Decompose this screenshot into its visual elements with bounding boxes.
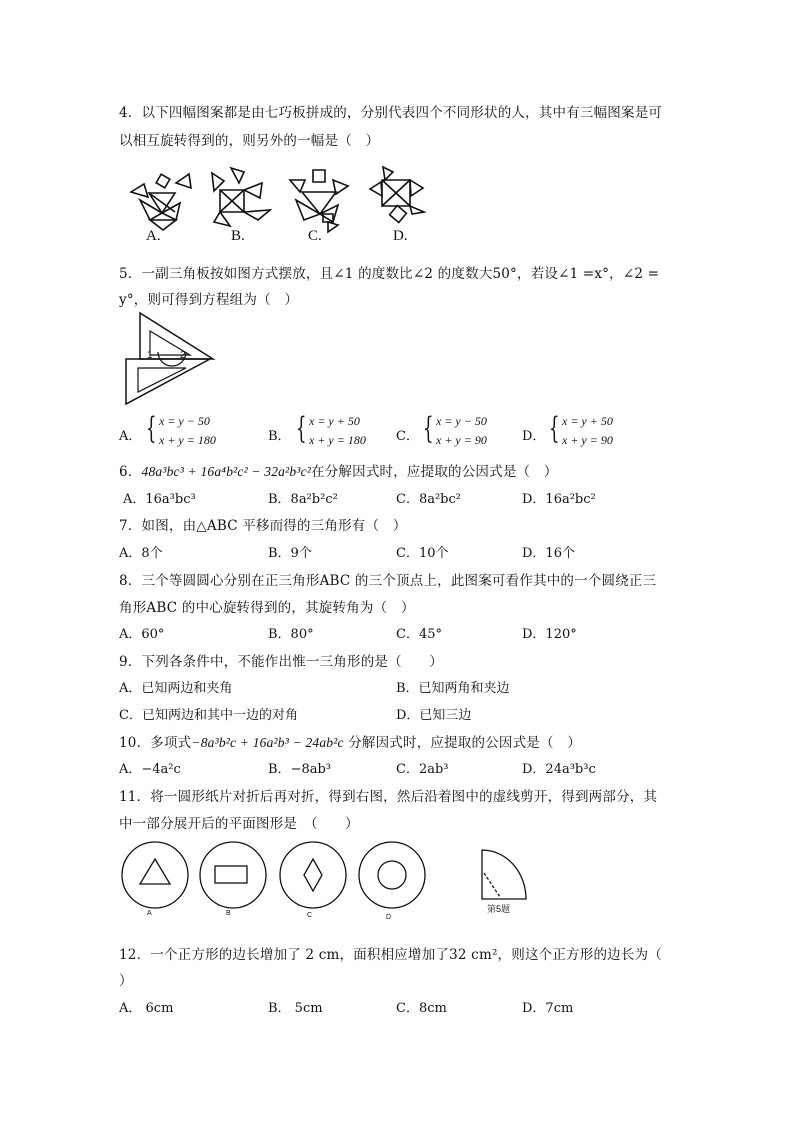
q8-option-b: B．80° (268, 627, 314, 642)
q12-option-a: A． 6cm (119, 1001, 174, 1016)
q5-option-b-system (309, 412, 366, 450)
q4-stem-line2: 以相互旋转得到的，则另外的一幅是（ ） (119, 133, 380, 149)
q5-option-c-letter: C． (396, 429, 419, 444)
q12-stem-line1: 12．一个正方形的边长增加了 2 cm，面积相应增加了32 cm²，则这个正方形的边长为（ (119, 947, 662, 963)
q10-option-c: C．2ab³ (396, 762, 449, 777)
q11-figure-d (359, 842, 425, 908)
q10-stem-suffix: 分解因式时，应提取的公因式是（ ） (348, 735, 582, 751)
q7-option-b: B．9个 (268, 546, 312, 561)
q7-stem: 7．如图，由△ABC 平移而得的三角形有（ ） (119, 518, 407, 534)
q4-stem-line1: 4．以下四幅图案都是由七巧板拼成的，分别代表四个不同形状的人，其中有三幅图案是可 (119, 105, 663, 121)
q6-option-a: A．16a³bc³ (123, 492, 196, 507)
q4-figure-b (212, 168, 270, 226)
q7-option-a: A．8个 (119, 546, 163, 561)
q5-option-c-system (436, 412, 487, 450)
q10-option-a: A．−4a²c (119, 762, 181, 777)
q11-label-b: B (226, 910, 231, 917)
q9-stem: 9．下列各条件中，不能作出惟一三角形的是（ ） (119, 654, 443, 670)
q5-option-b-letter: B． (268, 429, 291, 444)
q8-option-c: C．45° (396, 627, 442, 642)
q4-label-d: D. (393, 228, 408, 244)
q11-label-d: D (386, 914, 392, 921)
q6-option-d: D．16a²bc² (522, 492, 596, 507)
q5-stem-line1: 5．一副三角板按如图方式摆放，且∠1 的度数比∠2 的度数大50°，若设∠1 =x°，∠2 = (119, 266, 660, 282)
q5-option-a-letter: A． (119, 429, 142, 444)
q12-option-c: C．8cm (396, 1001, 447, 1016)
q11-folded-paper (482, 850, 526, 899)
q4-label-a: A. (146, 228, 161, 244)
q11-figure-c (280, 842, 346, 908)
q11-stem-line1: 11．将一圆形纸片对折后再对折，得到右图，然后沿着图中的虚线剪开，得到两部分，其 (119, 789, 658, 805)
q4-figure-a (131, 174, 191, 230)
q7-option-c: C．10个 (396, 546, 449, 561)
q5-option-d-eq2: x + y = 90 (562, 433, 613, 447)
q6-stem: 6．48a³bc³ + 16a⁴b²c² − 32a²b³c²在分解因式时，应提取的公因式是（ ） (119, 464, 558, 480)
q10-stem (119, 731, 581, 751)
q5-option-b-brace: { (296, 411, 307, 446)
q9-option-d: D．已知三边 (396, 708, 472, 723)
q8-option-d: D．120° (522, 627, 577, 642)
q8-stem-line2: 角形ABC 的中心旋转得到的，其旋转角为（ ） (119, 600, 415, 616)
q5-option-a-system (159, 412, 216, 450)
q6-polynomial: 48a³bc³ + 16a⁴b²c² − 32a²b³c² (141, 464, 312, 479)
q5-stem-line2: y°，则可得到方程组为（ ） (119, 292, 299, 308)
q4-figure-c (290, 170, 348, 232)
q11-stem-line2: 中一部分展开后的平面图形是 （ ） (119, 816, 359, 832)
q5-option-d-eq1: x = y + 50 (562, 414, 613, 428)
q5-option-c-brace: { (423, 411, 434, 446)
q5-angle1-label: 1 (147, 350, 153, 361)
q10-stem-prefix: 10．多项式 (119, 735, 192, 751)
q10-option-d: D．24a³b³c (522, 762, 596, 777)
q5-option-a-eq1: x = y − 50 (159, 414, 210, 428)
q9-option-b: B．已知两角和夹边 (396, 681, 510, 696)
q6-option-c: C．8a²bc² (396, 492, 461, 507)
q5-option-a-brace: { (146, 411, 157, 446)
q4-label-c: C. (308, 228, 322, 244)
q8-option-a: A．60° (119, 627, 165, 642)
q12-option-d: D．7cm (522, 1001, 574, 1016)
q5-option-b-eq2: x + y = 180 (309, 433, 366, 447)
q8-stem-line1: 8．三个等圆圆心分别在正三角形ABC 的三个顶点上，此图案可看作其中的一个圆绕正三 (119, 573, 657, 589)
q10-polynomial: −8a³b²c + 16a²b³ − 24ab²c (191, 735, 344, 750)
q5-option-d-system (562, 412, 613, 450)
q9-option-a: A．已知两边和夹角 (119, 681, 233, 696)
q11-label-a: A (147, 910, 152, 917)
q5-option-d-brace: { (549, 411, 560, 446)
q5-option-c-eq2: x + y = 90 (436, 433, 487, 447)
q12-option-b: B． 5cm (268, 1001, 323, 1016)
q5-option-d-letter: D． (522, 429, 546, 444)
q5-angle2-label: 2 (180, 350, 186, 361)
q9-option-c: C．已知两边和其中一边的对角 (119, 708, 298, 723)
q6-stem-text: 在分解因式时，应提取的公因式是（ ） (311, 464, 558, 480)
q11-figure-a (122, 842, 188, 908)
q11-figure-b (200, 842, 266, 908)
q5-option-a-eq2: x + y = 180 (159, 433, 216, 447)
q6-option-b: B．8a²b²c² (268, 492, 338, 507)
q4-label-b: B. (231, 228, 245, 244)
q5-option-c-eq1: x = y − 50 (436, 414, 487, 428)
q11-label-c: C (307, 912, 313, 919)
q12-stem-line2: ） (119, 973, 133, 989)
q4-figure-d (370, 167, 424, 222)
q11-figure-caption: 第5题 (487, 904, 511, 914)
q7-option-d: D．16个 (522, 546, 575, 561)
q5-option-b-eq1: x = y + 50 (309, 414, 360, 428)
q10-option-b: B．−8ab³ (268, 762, 332, 777)
